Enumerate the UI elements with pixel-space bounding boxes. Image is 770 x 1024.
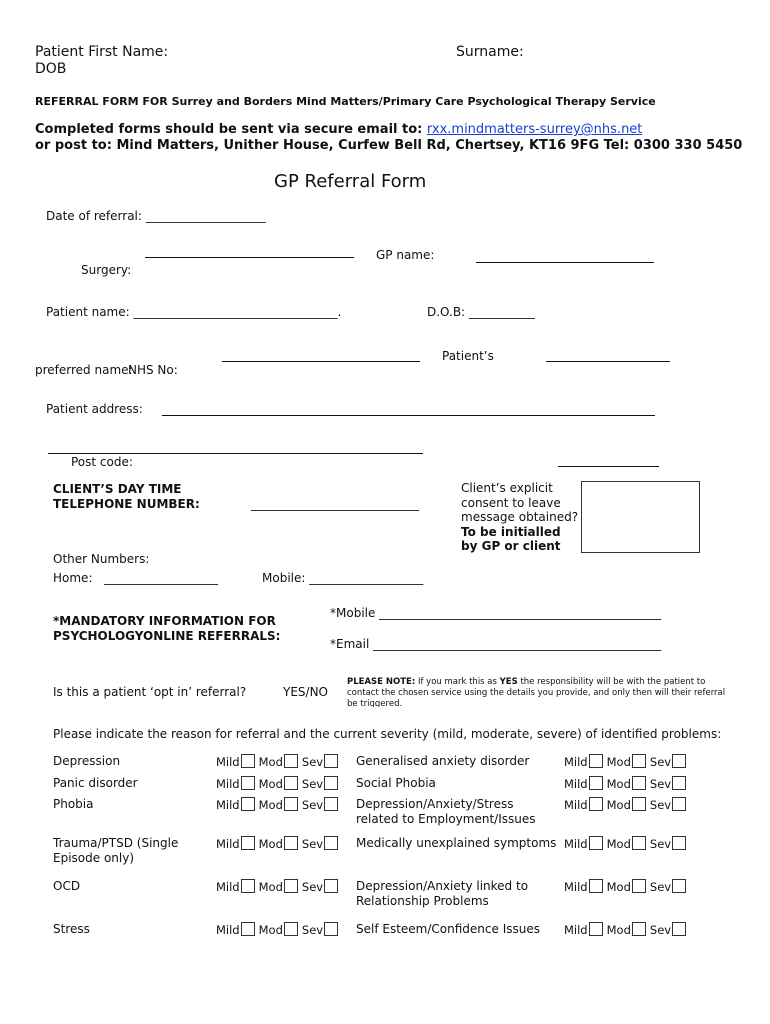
dob-field[interactable]: D.O.B: ___________ — [427, 305, 535, 319]
gp-name-line[interactable] — [476, 262, 654, 263]
page-title: GP Referral Form — [274, 171, 427, 192]
sev-label: Sev — [649, 755, 672, 769]
reason-intro: Please indicate the reason for referral and the current severity (mild, moderate, severe) of identified problems: — [53, 727, 722, 741]
sev-checkbox[interactable] — [672, 776, 686, 790]
mild-checkbox[interactable] — [241, 754, 255, 768]
condition-right: Self Esteem/Confidence Issues — [356, 922, 540, 936]
condition-left: OCD — [53, 879, 81, 893]
nhs-no-line[interactable] — [546, 361, 670, 362]
mild-checkbox[interactable] — [589, 879, 603, 893]
mild-label: Mild — [564, 837, 588, 851]
dob-label: DOB — [35, 61, 67, 77]
condition-right: Depression/Anxiety linked to Relationship Problems — [356, 879, 529, 908]
mod-label: Mod — [258, 777, 283, 791]
mod-label: Mod — [606, 923, 631, 937]
mod-label: Mod — [258, 923, 283, 937]
severity-group — [564, 879, 690, 894]
mild-label: Mild — [564, 880, 588, 894]
mild-checkbox[interactable] — [241, 879, 255, 893]
sev-checkbox[interactable] — [324, 797, 338, 811]
day-time-phone-label: CLIENT’S DAY TIME TELEPHONE NUMBER: — [53, 482, 200, 511]
sev-label: Sev — [301, 837, 324, 851]
mod-checkbox[interactable] — [284, 797, 298, 811]
mod-checkbox[interactable] — [284, 776, 298, 790]
mild-label: Mild — [216, 777, 240, 791]
initialled-note: To be initialled by GP or client — [461, 524, 561, 553]
sev-checkbox[interactable] — [672, 754, 686, 768]
sev-label: Sev — [649, 880, 672, 894]
mod-label: Mod — [258, 798, 283, 812]
mild-checkbox[interactable] — [241, 922, 255, 936]
patients-label: Patient’s — [442, 349, 494, 363]
sev-checkbox[interactable] — [324, 754, 338, 768]
severity-group — [564, 776, 690, 791]
email-mandatory-field[interactable]: *Email ________________________________________________ — [330, 637, 662, 651]
mod-checkbox[interactable] — [284, 836, 298, 850]
consent-initials-box[interactable] — [581, 481, 700, 553]
surgery-label: Surgery: — [81, 263, 132, 277]
sev-label: Sev — [649, 798, 672, 812]
email-link[interactable]: rxx.mindmatters-surrey@nhs.net — [426, 122, 643, 137]
day-time-phone-field[interactable]: ____________________________ — [251, 497, 419, 511]
gp-name-label: GP name: — [376, 248, 435, 262]
mild-label: Mild — [216, 798, 240, 812]
yes-no-option[interactable]: YES/NO — [283, 685, 328, 699]
severity-group — [564, 797, 690, 812]
email-instruction — [35, 122, 642, 137]
address-line-1[interactable] — [162, 415, 655, 416]
mild-checkbox[interactable] — [589, 776, 603, 790]
consent-question: Client’s explicit consent to leave message obtained? — [461, 481, 579, 524]
sev-checkbox[interactable] — [324, 879, 338, 893]
preferred-name-line[interactable] — [222, 361, 420, 362]
severity-group — [216, 922, 342, 937]
mild-label: Mild — [564, 777, 588, 791]
severity-group — [216, 879, 342, 894]
mod-label: Mod — [258, 880, 283, 894]
mild-checkbox[interactable] — [589, 797, 603, 811]
mod-label: Mod — [606, 755, 631, 769]
mod-checkbox[interactable] — [632, 922, 646, 936]
sev-checkbox[interactable] — [324, 922, 338, 936]
surname-label: Surname: — [456, 44, 524, 60]
date-of-referral-field[interactable]: Date of referral: ____________________ — [46, 209, 266, 223]
mild-label: Mild — [216, 880, 240, 894]
please-note-text-2: the responsibility will be with the patient to contact the chosen service using the details you provide, and only then will their referral be triggered. — [347, 677, 726, 707]
severity-group — [216, 776, 342, 791]
mild-checkbox[interactable] — [241, 836, 255, 850]
sev-checkbox[interactable] — [672, 922, 686, 936]
nhs-no-label: NHS No: — [128, 363, 178, 377]
other-numbers-label: Other Numbers: — [53, 552, 150, 566]
mod-checkbox[interactable] — [632, 754, 646, 768]
severity-group — [564, 836, 690, 851]
sev-checkbox[interactable] — [672, 836, 686, 850]
please-note — [347, 677, 737, 707]
condition-left: Phobia — [53, 797, 94, 811]
mild-checkbox[interactable] — [241, 797, 255, 811]
mod-label: Mod — [606, 777, 631, 791]
mild-checkbox[interactable] — [589, 836, 603, 850]
condition-left: Trauma/PTSD (Single Episode only) — [53, 836, 179, 865]
mild-label: Mild — [216, 923, 240, 937]
mod-checkbox[interactable] — [632, 879, 646, 893]
post-code-line[interactable] — [558, 466, 659, 467]
mandatory-info-label: *MANDATORY INFORMATION FOR PSYCHOLOGYONLINE REFERRALS: — [53, 614, 281, 643]
mod-checkbox[interactable] — [284, 922, 298, 936]
sev-label: Sev — [301, 777, 324, 791]
sev-label: Sev — [649, 923, 672, 937]
condition-right: Medically unexplained symptoms — [356, 836, 557, 850]
mobile-mandatory-field[interactable]: *Mobile _______________________________________________ — [330, 606, 662, 620]
condition-right: Social Phobia — [356, 776, 436, 790]
mod-label: Mod — [606, 798, 631, 812]
mild-checkbox[interactable] — [241, 776, 255, 790]
patient-first-name-label: Patient First Name: — [35, 44, 169, 60]
condition-left: Depression — [53, 754, 121, 768]
sev-label: Sev — [649, 837, 672, 851]
sev-label: Sev — [301, 880, 324, 894]
please-note-label: PLEASE NOTE: — [347, 677, 416, 687]
sev-checkbox[interactable] — [672, 797, 686, 811]
sev-label: Sev — [301, 923, 324, 937]
sev-checkbox[interactable] — [324, 836, 338, 850]
mild-label: Mild — [564, 923, 588, 937]
sev-label: Sev — [301, 755, 324, 769]
preferred-name-label: preferred name: — [35, 363, 133, 377]
severity-group — [564, 754, 690, 769]
opt-in-question: Is this a patient ‘opt in’ referral? — [53, 685, 247, 699]
sev-checkbox[interactable] — [672, 879, 686, 893]
home-label: Home: — [53, 571, 93, 585]
condition-left: Stress — [53, 922, 90, 936]
referral-form-title: REFERRAL FORM FOR Surrey and Borders Mind Matters/Primary Care Psychological Therapy Service — [35, 95, 656, 108]
sev-label: Sev — [649, 777, 672, 791]
mod-checkbox[interactable] — [284, 754, 298, 768]
post-code-label: Post code: — [71, 455, 133, 469]
consent-label — [461, 481, 581, 554]
severity-group — [216, 836, 342, 851]
mod-label: Mod — [606, 880, 631, 894]
condition-right: Depression/Anxiety/Stress related to Employment/Issues — [356, 797, 536, 826]
mod-label: Mod — [606, 837, 631, 851]
home-field[interactable]: ___________________ — [104, 571, 218, 585]
surgery-line[interactable] — [145, 257, 354, 258]
patient-name-field[interactable]: Patient name: __________________________________. — [46, 305, 342, 319]
mod-checkbox[interactable] — [632, 836, 646, 850]
post-address: or post to: Mind Matters, Unither House, Curfew Bell Rd, Chertsey, KT16 9FG Tel: 0300 330 5450 — [35, 138, 743, 153]
mild-label: Mild — [564, 755, 588, 769]
sev-label: Sev — [301, 798, 324, 812]
please-note-text-1: If you mark this as — [415, 677, 500, 687]
please-note-yes: YES — [499, 677, 518, 687]
mod-checkbox[interactable] — [284, 879, 298, 893]
mild-label: Mild — [564, 798, 588, 812]
severity-group — [216, 754, 342, 769]
condition-left: Panic disorder — [53, 776, 138, 790]
email-intro: Completed forms should be sent via secure email to: — [35, 122, 423, 137]
mod-label: Mod — [258, 755, 283, 769]
mild-checkbox[interactable] — [589, 754, 603, 768]
condition-right: Generalised anxiety disorder — [356, 754, 530, 768]
mod-checkbox[interactable] — [632, 776, 646, 790]
mild-label: Mild — [216, 837, 240, 851]
mild-checkbox[interactable] — [589, 922, 603, 936]
severity-group — [216, 797, 342, 812]
address-line-2[interactable] — [48, 453, 423, 454]
sev-checkbox[interactable] — [324, 776, 338, 790]
mod-checkbox[interactable] — [632, 797, 646, 811]
mild-label: Mild — [216, 755, 240, 769]
patient-address-label: Patient address: — [46, 402, 143, 416]
mod-label: Mod — [258, 837, 283, 851]
mobile-field[interactable]: Mobile: ___________________ — [262, 571, 424, 585]
severity-group — [564, 922, 690, 937]
